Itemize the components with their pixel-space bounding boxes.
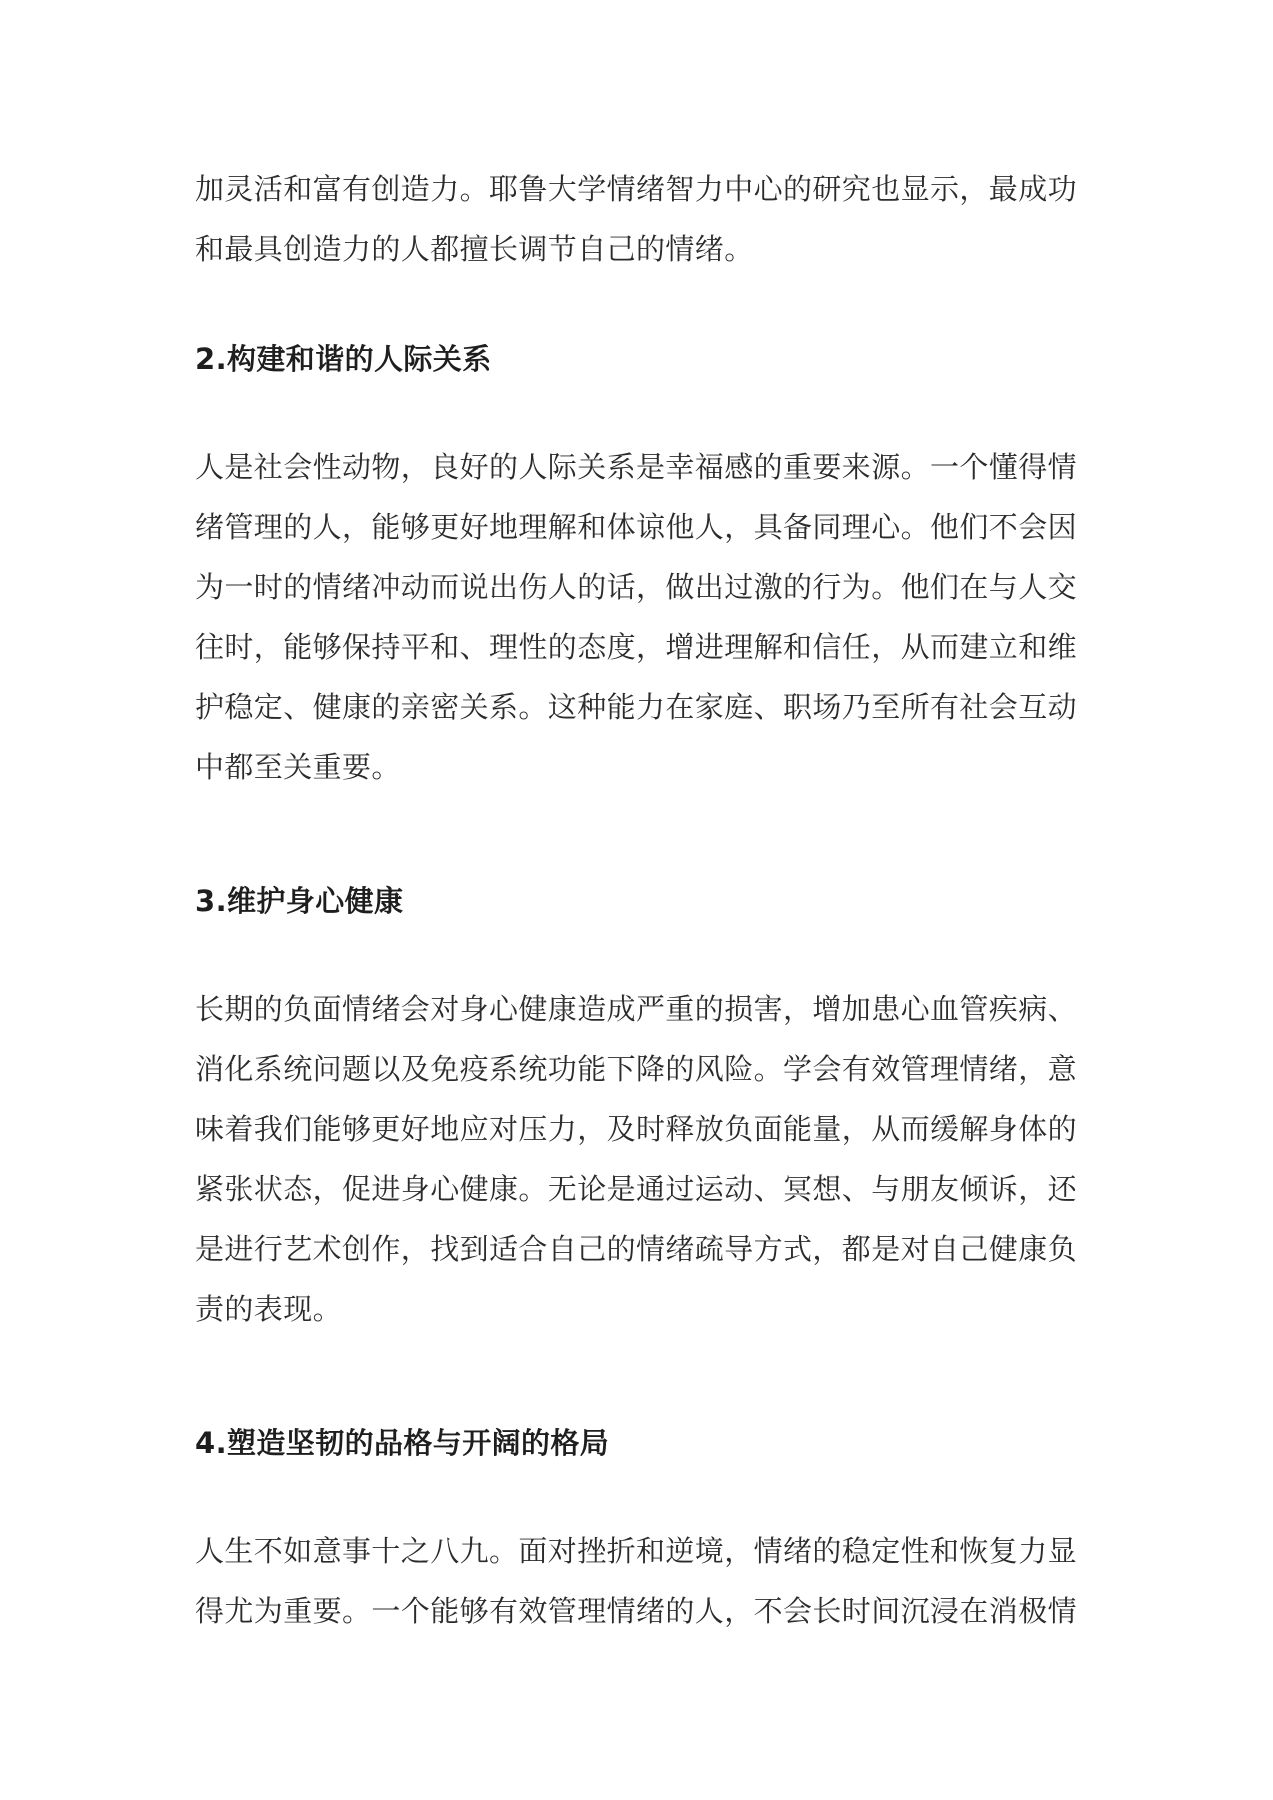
paragraph-line: 绪管理的人，能够更好地理解和体谅他人，具备同理心。他们不会因 <box>195 510 1078 544</box>
paragraph-line: 消化系统问题以及免疫系统功能下降的风险。学会有效管理情绪，意 <box>195 1052 1078 1086</box>
section-heading: 2.构建和谐的人际关系 <box>195 342 492 376</box>
paragraph-line: 味着我们能够更好地应对压力，及时释放负面能量，从而缓解身体的 <box>195 1112 1078 1146</box>
paragraph-line: 往时，能够保持平和、理性的态度，增进理解和信任，从而建立和维 <box>195 630 1078 664</box>
paragraph-line: 和最具创造力的人都擅长调节自己的情绪。 <box>195 232 754 266</box>
paragraph-line: 责的表现。 <box>195 1292 343 1326</box>
paragraph-line: 中都至关重要。 <box>195 750 401 784</box>
paragraph-line: 是进行艺术创作，找到适合自己的情绪疏导方式，都是对自己健康负 <box>195 1232 1078 1266</box>
section-heading: 4.塑造坚韧的品格与开阔的格局 <box>195 1426 610 1460</box>
section-heading: 3.维护身心健康 <box>195 884 404 918</box>
paragraph-line: 护稳定、健康的亲密关系。这种能力在家庭、职场乃至所有社会互动 <box>195 690 1078 724</box>
paragraph-line: 长期的负面情绪会对身心健康造成严重的损害，增加患心血管疾病、 <box>195 992 1078 1026</box>
paragraph-line: 人生不如意事十之八九。面对挫折和逆境，情绪的稳定性和恢复力显 <box>195 1534 1078 1568</box>
paragraph-line: 得尤为重要。一个能够有效管理情绪的人，不会长时间沉浸在消极情 <box>195 1594 1078 1628</box>
paragraph-line: 加灵活和富有创造力。耶鲁大学情绪智力中心的研究也显示，最成功 <box>195 172 1078 206</box>
paragraph-line: 紧张状态，促进身心健康。无论是通过运动、冥想、与朋友倾诉，还 <box>195 1172 1078 1206</box>
paragraph-line: 为一时的情绪冲动而说出伤人的话，做出过激的行为。他们在与人交 <box>195 570 1078 604</box>
paragraph-line: 人是社会性动物，良好的人际关系是幸福感的重要来源。一个懂得情 <box>195 450 1078 484</box>
